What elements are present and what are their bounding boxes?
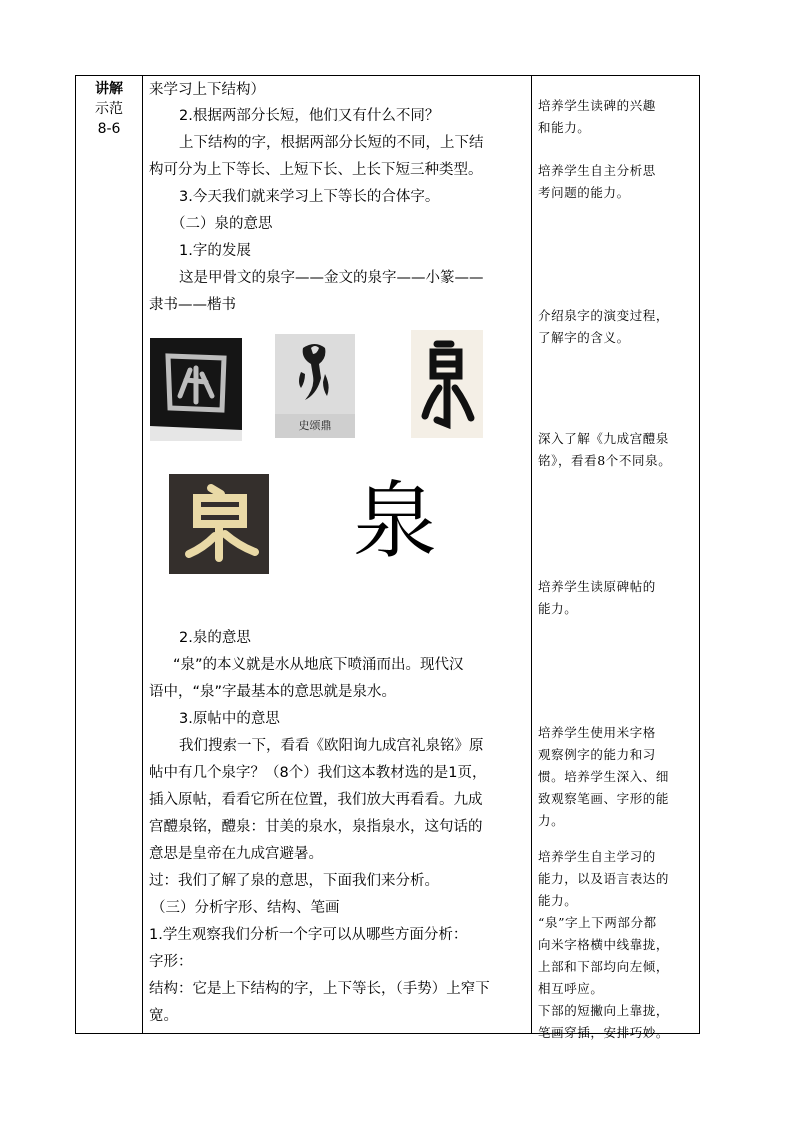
content-line: 帖中有几个泉字？（8个）我们这本教材选的是1页， bbox=[149, 765, 487, 781]
content-line: （二）泉的意思 bbox=[171, 216, 273, 232]
clerical-script-rubbing-image bbox=[169, 474, 269, 574]
intent-note bbox=[538, 428, 696, 472]
content-line: 1.字的发展 bbox=[179, 243, 251, 259]
intent-note bbox=[538, 95, 696, 139]
lesson-table bbox=[75, 75, 700, 1040]
note-line: 惯。培养学生深入、细 bbox=[538, 769, 670, 784]
note-line: 上部和下部均向左倾， bbox=[538, 959, 670, 974]
content-line: 宽。 bbox=[149, 1008, 178, 1024]
note-line: 和能力。 bbox=[538, 120, 591, 135]
content-line: 2.根据两部分长短，他们又有什么不同？ bbox=[179, 108, 440, 124]
note-line: 铭》，看看8个不同泉。 bbox=[538, 453, 672, 468]
content-line: 2.泉的意思 bbox=[179, 630, 251, 646]
content-line: 1.学生观察我们分析一个字可以从哪些方面分析： bbox=[149, 927, 468, 943]
content-line: 构可分为上下等长、上短下长、上长下短三种类型。 bbox=[149, 162, 483, 178]
note-line: 能力，以及语言表达的 bbox=[538, 871, 670, 886]
note-line: 培养学生自主学习的 bbox=[538, 849, 656, 864]
content-line: 结构：它是上下结构的字，上下等长，（手势）上窄下 bbox=[149, 981, 490, 997]
section-label-line3: 8-6 bbox=[97, 121, 121, 137]
note-line: 培养学生使用米字格 bbox=[538, 725, 656, 740]
intent-note bbox=[538, 722, 696, 832]
image-caption: 史颂鼎 bbox=[275, 414, 355, 438]
regular-script-character: 泉 bbox=[352, 472, 437, 570]
oracle-bone-rubbing-image bbox=[150, 338, 242, 441]
content-line: 这是甲骨文的泉字——金文的泉字——小篆—— bbox=[179, 270, 484, 286]
note-line: 深入了解《九成宫醴泉 bbox=[538, 431, 670, 446]
content-line: 过：我们了解了泉的意思，下面我们来分析。 bbox=[149, 873, 439, 889]
content-line: 意思是皇帝在九成宫避暑。 bbox=[149, 846, 323, 862]
note-line: 相互呼应。 bbox=[538, 981, 604, 996]
content-line: 插入原帖，看看它所在位置，我们放大再看看。九成 bbox=[149, 792, 483, 808]
note-line: 介绍泉字的演变过程， bbox=[538, 308, 670, 323]
note-line: 培养学生自主分析思 bbox=[538, 163, 656, 178]
bronze-script-image bbox=[275, 334, 355, 438]
note-line: 下部的短撇向上靠拢， bbox=[538, 1003, 670, 1018]
column-divider bbox=[531, 76, 532, 1033]
content-line: 语中，“泉”字最基本的意思就是泉水。 bbox=[149, 684, 397, 700]
note-line: 力。 bbox=[538, 813, 565, 828]
section-label-line2: 示范 bbox=[95, 101, 123, 117]
seal-script-image bbox=[411, 330, 483, 438]
note-line: 笔画穿插，安排巧妙。 bbox=[538, 1025, 670, 1040]
content-line: 隶书——楷书 bbox=[149, 297, 236, 313]
content-line: （三）分析字形、结构、笔画 bbox=[151, 900, 340, 916]
note-line: 致观察笔画、字形的能 bbox=[538, 791, 670, 806]
intent-note bbox=[538, 160, 696, 204]
content-line: 3.原帖中的意思 bbox=[179, 711, 280, 727]
content-line: 字形： bbox=[149, 954, 193, 970]
note-line: “泉”字上下两部分都 bbox=[538, 915, 657, 930]
content-line: 宫醴泉铭，醴泉：甘美的泉水，泉指泉水，这句话的 bbox=[149, 819, 483, 835]
content-line: 上下结构的字，根据两部分长短的不同，上下结 bbox=[179, 135, 484, 151]
content-line: 我们搜索一下，看看《欧阳询九成宫礼泉铭》原 bbox=[179, 738, 484, 754]
note-line: 观察例字的能力和习 bbox=[538, 747, 656, 762]
intent-note bbox=[538, 846, 696, 1044]
note-line: 考问题的能力。 bbox=[538, 185, 630, 200]
section-label bbox=[76, 76, 142, 139]
note-line: 培养学生读碑的兴趣 bbox=[538, 98, 656, 113]
note-line: 了解字的含义。 bbox=[538, 330, 630, 345]
content-line: 3.今天我们就来学习上下等长的合体字。 bbox=[179, 189, 440, 205]
note-line: 能力。 bbox=[538, 893, 578, 908]
note-line: 向米字格横中线靠拢， bbox=[538, 937, 670, 952]
intent-note bbox=[538, 305, 696, 349]
note-line: 能力。 bbox=[538, 601, 578, 616]
section-label-line1: 讲解 bbox=[95, 81, 123, 97]
content-line: “泉”的本义就是水从地底下喷涌而出。现代汉 bbox=[173, 657, 464, 673]
column-divider bbox=[142, 76, 143, 1033]
intent-note bbox=[538, 576, 696, 620]
content-line: 来学习上下结构） bbox=[149, 82, 265, 98]
note-line: 培养学生读原碑帖的 bbox=[538, 579, 656, 594]
